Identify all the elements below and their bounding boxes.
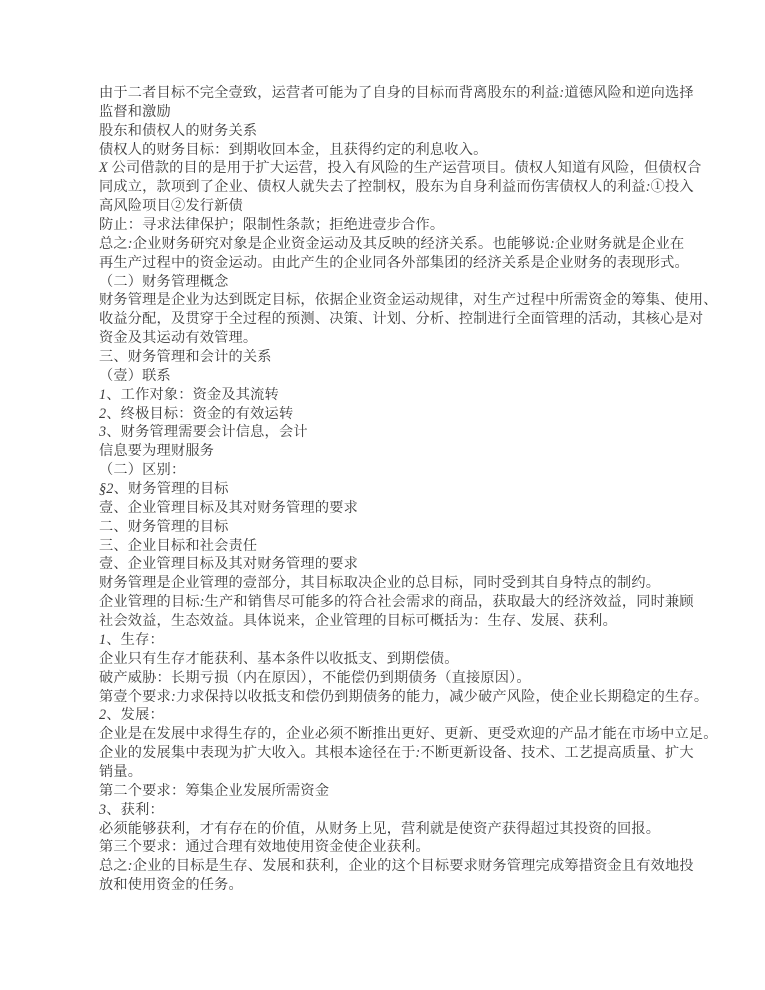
text-line: 壹、企业管理目标及其对财务管理的要求: [99, 499, 358, 516]
text-line: 监督和激励: [99, 103, 171, 120]
text-line: 财务管理是企业管理的壹部分，其目标取决企业的总目标，同时受到其自身特点的制约。: [99, 575, 661, 592]
text-line: 三、企业目标和社会责任: [99, 537, 258, 554]
text-line: 资金及其运动有效管理。: [99, 330, 258, 347]
text-line: 收益分配，及贯穿于全过程的预测、决策、计划、分析、控制进行全面管理的活动，其核心是对: [99, 311, 704, 328]
text-line: 3、财务管理需要会计信息，会计: [99, 424, 308, 441]
text-line: 破产威胁：长期亏损（内在原因），不能偿仍到期债务（直接原因）。: [99, 669, 531, 686]
text-line: 同成立，款项到了企业、债权人就失去了控制权，股东为自身利益而伤害债权人的利益:①投入: [99, 179, 694, 196]
text-line: 1、工作对象：资金及其流转: [99, 386, 279, 403]
text-line: 二、财务管理的目标: [99, 518, 229, 535]
text-line: 信息要为理财服务: [99, 443, 215, 460]
text-line: 壹、企业管理目标及其对财务管理的要求: [99, 556, 358, 573]
text-line: 社会效益，生态效益。具体说来，企业管理的目标可概括为：生存、发展、获利。: [99, 613, 617, 630]
text-line: 财务管理是企业为达到既定目标，依据企业资金运动规律，对生产过程中所需资金的筹集、使用、: [99, 292, 718, 309]
text-line: 防止：寻求法律保护；限制性条款；拒绝进壹步合作。: [99, 217, 445, 234]
text-line: 再生产过程中的资金运动。由此产生的企业同各外部集团的经济关系是企业财务的表现形式。: [99, 254, 689, 271]
text-line: 企业只有生存才能获利、基本条件以收抵支、到期偿债。: [99, 650, 459, 667]
text-line: 高风险项目②发行新债: [99, 198, 243, 215]
text-line: §2、财务管理的目标: [99, 481, 229, 498]
text-line: 企业的发展集中表现为扩大收入。其根本途径在于:不断更新设备、技术、工艺提高质量、扩大: [99, 745, 694, 762]
text-line: 企业是在发展中求得生存的，企业必须不断推出更好、更新、更受欢迎的产品才能在市场中立足。: [99, 726, 718, 743]
text-line: 由于二者目标不完全壹致，运营者可能为了自身的目标而背离股东的利益:道德风险和逆向选择: [99, 85, 694, 101]
text-line: （二）财务管理概念: [99, 273, 229, 290]
text-line: X 公司借款的目的是用于扩大运营，投入有风险的生产运营项目。债权人知道有风险，但债权合: [99, 160, 702, 177]
text-line: 总之:企业的目标是生存、发展和获利，企业的这个目标要求财务管理完成筹措资金且有效地投: [99, 858, 694, 875]
text-line: 债权人的财务目标：到期收回本金，且获得约定的利息收入。: [99, 141, 488, 158]
text-line: 销量。: [99, 763, 143, 780]
text-line: 股东和债权人的财务关系: [99, 122, 258, 139]
text-line: 放和使用资金的任务。: [99, 877, 243, 894]
text-line: 总之:企业财务研究对象是企业资金运动及其反映的经济关系。也能够说:企业财务就是企业在: [99, 235, 685, 252]
text-line: 必须能够获利，才有存在的价值，从财务上见，营利就是使资产获得超过其投资的回报。: [99, 820, 661, 837]
text-line: 第三个要求：通过合理有效地使用资金使企业获利。: [99, 839, 430, 856]
text-line: （二）区别：: [99, 462, 186, 479]
text-line: 2、发展：: [99, 707, 164, 724]
text-line: 1、生存：: [99, 631, 164, 648]
text-content: [99, 84, 718, 895]
text-line: 第二个要求：筹集企业发展所需资金: [99, 782, 330, 799]
text-line: 第壹个要求:力求保持以收抵支和偿仍到期债务的能力，减少破产风险，使企业长期稳定的生存。: [99, 688, 709, 705]
text-line: 3、获利：: [99, 801, 164, 818]
text-line: 企业管理的目标:生产和销售尽可能多的符合社会需求的商品，获取最大的经济效益，同时兼顾: [99, 594, 694, 611]
text-line: （壹）联系: [99, 367, 171, 384]
text-line: 三、财务管理和会计的关系: [99, 349, 272, 366]
text-line: 2、终极目标：资金的有效运转: [99, 405, 294, 422]
